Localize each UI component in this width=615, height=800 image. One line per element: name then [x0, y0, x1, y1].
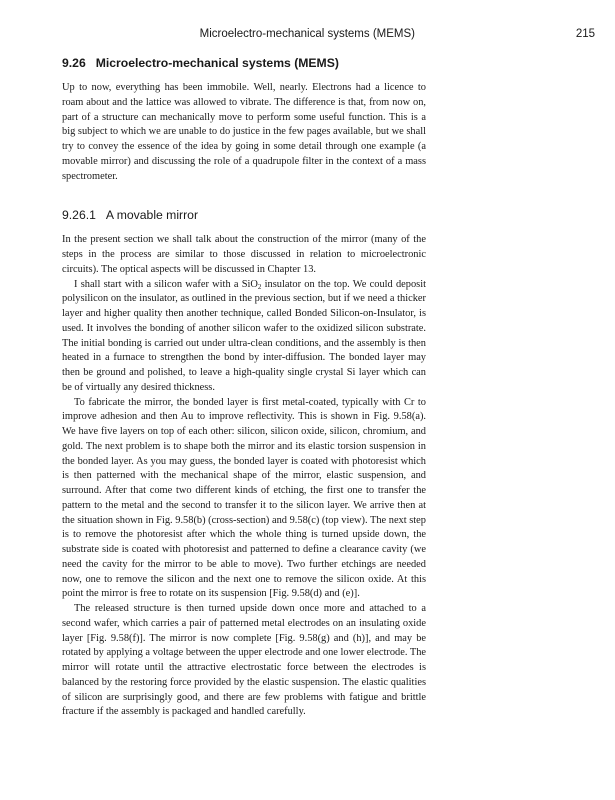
subsection-title: A movable mirror — [105, 208, 198, 223]
section-number: 9.26 — [62, 56, 86, 70]
subsection-heading — [62, 208, 426, 222]
section-title: Microelectro-mechanical systems (MEMS) — [95, 56, 339, 70]
running-title: Microelectro-mechanical systems (MEMS) — [199, 28, 415, 40]
page-number: 215 — [575, 28, 595, 40]
paragraph-2-part-b: insulator on the top. We could deposit polysilicon on the insulator, as outlined in the previous section, but if we need a thicker layer and higher quality then another technique, called Bonded Silicon-on-Insulator, is used. It involves the bonding of another silicon wafer to the oxidized silicon substrate. The initial bonding is carried out under ultra-clean conditions, and the assembly is then heated in a furnace to strengthen the bond by inter-diffusion. The bonded layer may then be ground and polished, to leave a high-quality single crystal Si layer which can be of virtually any desired thickness. — [62, 278, 426, 393]
page-body — [62, 56, 426, 720]
subscript-2: 2 — [257, 282, 262, 291]
paragraph-2 — [62, 278, 426, 396]
paragraph-3: To fabricate the mirror, the bonded layer is first metal-coated, typically with Cr to improve adhesion and then Au to improve reflectivity. This is shown in Fig. 9.58(a). We have five layers on top of each other: silicon, silicon oxide, silicon, chromium, and gold. The next problem is to shape both the mirror and its elastic torsion suspension in the bonded layer. As you may guess, the bonded layer is coated with photoresist which is then patterned with the mechanical shape of the mirror, elastic suspension, and surround. After that come two different kinds of etching, the first one to transfer the pattern to the metal and the second to transfer it to the silicon layer. We arrive then at the situation shown in Fig. 9.58(b) (cross-section) and 9.58(c) (top view). The next step is to remove the photoresist after which the whole thing is turned upside down, the substrate side is coated with photoresist and patterned to define a clearance cavity (we need the cavity for the mirror to be able to move). Two further etchings are needed now, one to remove the silicon and the next one to remove the silicon oxide. At this point the mirror is free to rotate on its suspension [Fig. 9.58(d) and (e)]. — [62, 396, 426, 600]
paragraph-4: The released structure is then turned upside down once more and attached to a second wafer, which carries a pair of patterned metal electrodes on an insulating oxide layer [Fig. 9.58(f)]. The mirror is now complete [Fig. 9.58(g) and (h)], and may be rotated by applying a voltage between the upper electrode and one lower electrode. The mirror will rotate until the attractive electrostatic force between the electrodes is balanced by the restoring force provided by the elastic suspension. The elastic qualities of silicon are surprisingly good, and there are few problems with fatigue and brittle fracture if the assembly is packaged and handled carefully. — [62, 603, 426, 718]
running-header — [62, 28, 595, 44]
section-heading — [62, 56, 426, 70]
paragraph-2-part-a: I shall start with a silicon wafer with a SiO — [74, 278, 258, 290]
subsection-number: 9.26.1 — [62, 208, 96, 223]
section-intro-paragraph: Up to now, everything has been immobile. Well, nearly. Electrons had a licence to roam about and the lattice was allowed to vibrate. The difference is that, from now on, part of a structure can mechanically move to perform some useful function. This is a big subject to which we are unable to do justice in the few pages available, but we shall try to convey the essence of the idea by going in some detail through one example (a movable mirror) and discussing the role of a quadrupole filter in the context of a mass spectrometer. — [62, 82, 426, 182]
paragraph-1: In the present section we shall talk about the construction of the mirror (many of the steps in the process are similar to those discussed in relation to microelectronic circuits). The optical aspects will be discussed in Chapter 13. — [62, 234, 426, 275]
